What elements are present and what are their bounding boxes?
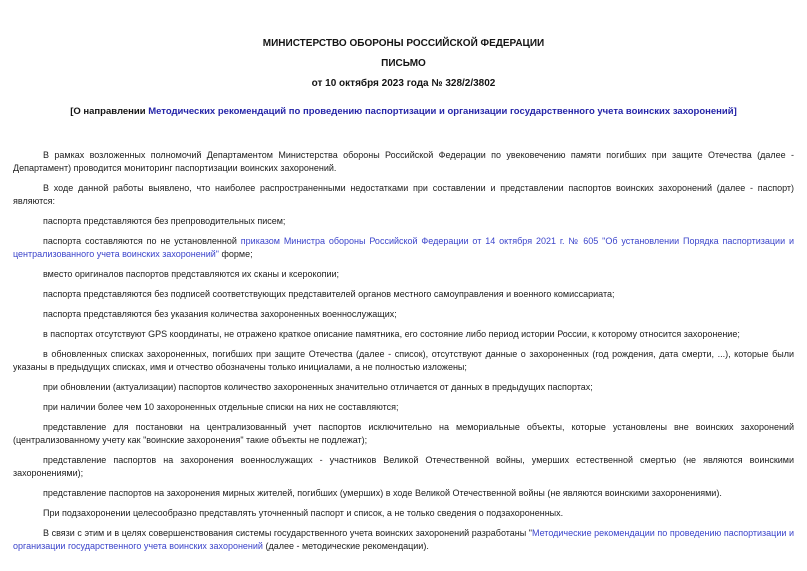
document-title-link[interactable]: Методических рекомендаций по проведению паспортизации и организации государственного учета воинских захоронений]	[148, 106, 737, 117]
document-title	[13, 106, 794, 118]
document-title-prefix: [О направлении	[70, 106, 149, 117]
paragraph-text: При подзахоронении целесообразно представлять уточненный паспорт и список, а не только сведения о подзахороненных.	[43, 508, 564, 518]
paragraph-reburial-note	[13, 507, 794, 520]
paragraph-text: паспорта представляются без подписей соответствующих представителей органов местного самоуправления и военного комиссариата;	[43, 289, 615, 299]
order-605-link[interactable]: приказом Министра обороны Российской Федерации от 14 октября 2021 г. № 605 "Об установлении Порядка паспортизации и централизованного учета воинских захоронений"	[13, 236, 794, 259]
paragraph-text: представление для постановки на централизованный учет паспортов исключительно на мемориальные объекты, которые установлены вне воинских захоронений (централизованному учету как "воинские захоронения" такие объекты не подлежат);	[13, 422, 794, 445]
paragraph-text: паспорта представляются без указания количества захороненных военнослужащих;	[43, 309, 397, 319]
paragraph-conclusion	[13, 527, 794, 553]
paragraph-text: паспорта составляются по не установленной	[43, 236, 241, 246]
document-date-number: от 10 октября 2023 года № 328/2/3802	[311, 78, 496, 89]
paragraph-defect-wrong-form	[13, 235, 794, 261]
paragraph-defect-count-mismatch	[13, 381, 794, 394]
paragraph-text: форме;	[219, 249, 253, 259]
paragraph-text: В связи с этим и в целях совершенствования системы государственного учета воинских захоронений разработаны "	[43, 528, 532, 538]
paragraph-text: при обновлении (актуализации) паспортов количество захороненных значительно отличается от данных в предыдущих паспортах;	[43, 382, 593, 392]
paragraph-defect-no-burial-count	[13, 308, 794, 321]
paragraph-defect-no-separate-lists	[13, 401, 794, 414]
paragraph-intro	[13, 149, 794, 175]
paragraph-defect-natural-death	[13, 454, 794, 480]
paragraph-text: (далее - методические рекомендации).	[262, 541, 429, 551]
paragraph-text: в паспортах отсутствуют GPS координаты, не отражено краткое описание памятника, его состояние либо период истории России, к которому относится захоронение;	[43, 329, 740, 339]
paragraph-text: В ходе данной работы выявлено, что наиболее распространенными недостатками при составлении и представлении паспортов воинских захоронений (далее - паспорт) являются:	[13, 183, 794, 206]
document-header	[13, 38, 794, 89]
paragraph-defect-no-gps	[13, 328, 794, 341]
paragraph-text: вместо оригиналов паспортов представляются их сканы и ксерокопии;	[43, 269, 340, 279]
paragraph-text: представление паспортов на захоронения военнослужащих - участников Великой Отечественной войны, умерших естественной смертью (не являются воинскими захоронениями);	[13, 455, 794, 478]
paragraph-defect-civilian-burials	[13, 487, 794, 500]
document-type: ПИСЬМО	[381, 58, 426, 69]
paragraph-findings-lead	[13, 182, 794, 208]
paragraph-defect-no-signatures	[13, 288, 794, 301]
paragraph-defect-scans-copies	[13, 268, 794, 281]
paragraph-defect-no-cover-letters	[13, 215, 794, 228]
methodical-recommendations-link[interactable]: Методические рекомендации по проведению паспортизации и организации государственного учета воинских захоронений	[13, 528, 794, 551]
paragraph-text: В рамках возложенных полномочий Департаментом Министерства обороны Российской Федерации по увековечению памяти погибших при защите Отечества (далее - Департамент) проводится мониторинг паспортизации воинских захоронений.	[13, 150, 794, 173]
paragraph-defect-missing-list-data	[13, 348, 794, 374]
ministry-name: МИНИСТЕРСТВО ОБОРОНЫ РОССИЙСКОЙ ФЕДЕРАЦИИ	[262, 38, 545, 49]
paragraph-text: при наличии более чем 10 захороненных отдельные списки на них не составляются;	[43, 402, 399, 412]
paragraph-text: паспорта представляются без препроводительных писем;	[43, 216, 286, 226]
paragraph-defect-memorial-objects	[13, 421, 794, 447]
document-body	[13, 149, 794, 553]
paragraph-text: в обновленных списках захороненных, погибших при защите Отечества (далее - список), отсутствуют данные о захороненных (год рождения, дата смерти, ...), которые были указаны в предыдущих списках, имя и отчество обозначены только инициалами, а не полностью изложены;	[13, 349, 794, 372]
paragraph-text: представление паспортов на захоронения мирных жителей, погибших (умерших) в ходе Великой Отечественной войны (не являются воинскими захоронениями).	[43, 488, 722, 498]
